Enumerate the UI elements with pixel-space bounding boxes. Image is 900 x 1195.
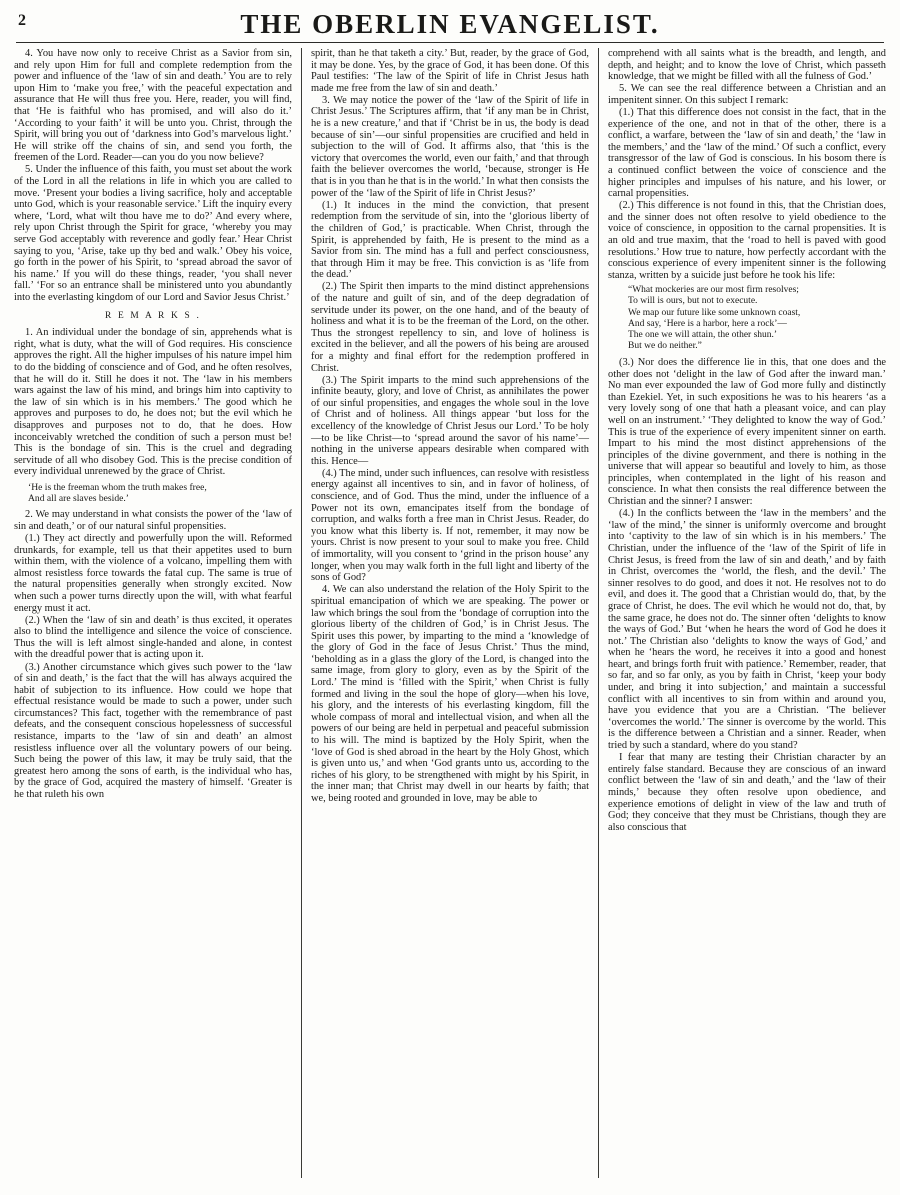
section-heading: R E M A R K S .: [104, 310, 202, 321]
quote-line: “What mockeries are our most firm resolves;: [628, 285, 799, 296]
paragraph: (4.) The mind, under such influences, can resolve with resistless energy against all incentives to sin, and in favor of holiness, of conscience, and of God. Thus the mind, under the influence of a Power not its own, emancipates itself from the bondage of corruption, and walks forth a free man in Christ Jesus. Reader, do you know what this liberty is. If not, remember, it may now be yours. Christ is now present to your soul to make you free. Child of immortality, will you consent to ‘grind in the prison house’ any longer, when you may walk forth in the full light and liberty of the sons of God?: [311, 467, 589, 584]
paragraph: (4.) In the conflicts between the ‘law in the members’ and the ‘law of the mind,’ the sinner is uniformly overcome and brought into ‘captivity to the law of sin which is in his members.’ The Christian, under the influence of the ‘law of the Spirit of life in Christ Jesus, is freed from the law of sin and death,’ and by faith in Christ, overcomes the ‘world, the flesh, and the devil.’ The sinner resolves to do good, and does it not. He resolves not to do evil, and does it. The good that a Christian would do, that, by the grace of Christ, he does. The evil which he would not do, that, by the same grace, he does not do. The sinner often ‘delights to know the ways of God.’ But ‘when he hears the word of God he does it not.’ The Christian also ‘delights to know the ways of God,’ and when he ‘hears the word, he receives it into a good and honest heart, and brings forth fruit with patience.’ Remember, reader, that so far, and so far only, as you by faith in Christ, ‘keep your body under, and bring it into subjection,’ and maintain a successful conflict with all incentives to sin from within and around you, have you evidence that you are a Christian. ‘The believer ‘overcomes the world.’ The sinner is overcome by the world. This is the difference between a Christian and a sinner. Reader, when tried by such a standard, where do you stand?: [608, 508, 886, 752]
column-divider-1: [301, 48, 302, 1178]
paragraph: I fear that many are testing their Christian character by an entirely false standard. Because they are conscious of an inward conflict between the ‘law of sin and death,’ and the ‘law of their minds,’ because they often resolve upon obedience, and experience emotions of delight in view of the law and truth of God; they conceive that they must be Christians, though they are also conscious that: [608, 752, 886, 833]
masthead-rule: [16, 42, 884, 43]
paragraph: (1.) They act directly and powerfully upon the will. Reformed drunkards, for example, tell us that their appetites used to burn within them, with the violence of a volcano, impelling them with almost resistless force towards the fatal cup. The same is true of the natural propensities generally when strongly excited. Now when such a power turns directly upon the will, with what fearful energy must it act.: [14, 532, 292, 614]
paragraph: 3. We may notice the power of the ‘law of the Spirit of life in Christ Jesus.’ The Scriptures affirm, that ‘if any man be in Christ, he is a new creature,’ and that if ‘Christ be in us, the body is dead because of sin’—our sinful propensities are crucified and held in subjection to the will of God. It affirms also, that ‘this is the victory that overcomes the world, even our faith,’ and that through faith the believer overcomes the world, ‘because, stronger is He that is in you than he that is in the world.’ In what then consists the power of the ‘law of the Spirit of life in Christ Jesus?’: [311, 94, 589, 199]
paragraph: (1.) It induces in the mind the conviction, that present redemption from the servitude of sin, into the ‘glorious liberty of the children of God,’ is practicable. When Christ, through the Spirit, is apprehended by faith, He is present to the mind as a Savior from sin. The mind has a full and perfect consciousness, that through Him it may be free. This conviction is as ‘life from the dead.’: [311, 199, 589, 281]
publication-title: THE OBERLIN EVANGELIST.: [240, 9, 660, 39]
paragraph: (2.) When the ‘law of sin and death’ is thus excited, it operates also to blind the intelligence and silence the voice of conscience. Thus the will is left almost single-handed and alone, in contest with the dreadful power that is acting upon it.: [14, 614, 292, 661]
paragraph: (1.) That this difference does not consist in the fact, that in the experience of the one, and not in that of the other, there is a conflict, a warfare, between the ‘law of sin and death,’ the ‘law in the members,’ and the ‘law of the mind.’ Of such a conflict, every transgressor of the law of God is conscious. In his bosom there is a continued conflict between the voice of conscience and the higher principles and impulses of his nature, and his lower, or carnal propensities.: [608, 106, 886, 200]
page-number: 2: [18, 12, 26, 29]
paragraph: (3.) The Spirit imparts to the mind such apprehensions of the infinite beauty, glory, and love of Christ, as annihilates the power of our sinful propensities, and engages the whole soul in the love of Christ and of holiness. All things appear ‘but loss for the excellency of the knowledge of Christ Jesus our Lord.’ To be holy—to be like Christ—to ‘spread around the savor of his name’—nothing in the universe appears desirable when compared with this. Hence—: [311, 374, 589, 467]
quote-line: The one we will attain, the other shun.’: [628, 329, 778, 340]
paragraph: (2.) The Spirit then imparts to the mind distinct apprehensions of the nature and guilt of sin, and of the deep degradation of servitude under its power, on the one hand, and of the beauty of holiness and what it is to be the freeman of the Lord, on the other. Thus the strongest repellency to sin, and love of holiness is excited in the believer, and all the powers of his being are aroused for a mighty and final effort for the redemption proffered in Christ.: [311, 281, 589, 374]
paragraph: 4. You have now only to receive Christ as a Savior from sin, and rely upon Him for full and complete redemption from the power and influence of the ‘law of sin and death.’ You are to rely upon Him to ‘make you free,’ with the peaceful expectation and assurance that He will thus free you. Here, reader, you will find, that ‘He is faithful who has promised, and will also do it.’ ‘According to your faith’ it will be unto you. Christ, through the Spirit, will bring you out of ‘darkness into God’s marvelous light.’ He will strike off the chains of sin, and send you forth, the freemen of the Lord. Reader—can you do you now believe?: [14, 48, 292, 164]
paragraph: 5. We can see the real difference between a Christian and an impenitent sinner. On this subject I remark:: [608, 83, 886, 106]
verse-quote: [14, 482, 292, 504]
quote-line: To will is ours, but not to execute.: [628, 296, 758, 307]
quote-line: And all are slaves beside.’: [28, 493, 129, 505]
quote-line: ‘He is the freeman whom the truth makes free,: [28, 481, 207, 493]
article-columns: [14, 48, 886, 1178]
paragraph: 2. We may understand in what consists the power of the ‘law of sin and death,’ or of our natural sinful propensities.: [14, 509, 292, 532]
quote-line: And say, ‘Here is a harbor, here a rock’—: [628, 318, 787, 329]
masthead: [14, 10, 886, 40]
paragraph: (3.) Nor does the difference lie in this, that one does and the other does not ‘delight in the law of God after the inward man.’ No man ever expounded the law of God more fully and distinctly than Ezekiel. Yet, in such expositions he was to his hearers ‘as a very lovely song of one that hath a pleasant voice, and can play well on an instrument.’ ‘They delighted to know the way of God.’ This is true of the experience of every impenitent sinner on earth. Impart to his mind the most distinct apprehensions of the principles of the divine government, and there is nothing in the universe that will appear so beautiful and lovely to him, as those principles, when contemplated in the light of his reason and conscience. In what then consists the real difference between the Christian and the sinner? I answer:: [608, 356, 886, 508]
paragraph: comprehend with all saints what is the breadth, and length, and depth, and height; and to know the love of Christ, which passeth knowledge, that we might be filled with all the fulness of God.’: [608, 48, 886, 83]
paragraph: (3.) Another circumstance which gives such power to the ‘law of sin and death,’ is the fact that the will has always acquired the habit of subjection to its influence. How could we hope that effectual resistance would be made to such a power, under such circumstances? This fact, together with the remembrance of past defeats, and the consequent conscious hopelessness of successful resistance, imparts to the ‘law of sin and death’ an almost resistless influence over all the voluntary powers of our being. Such being the power of this law, it may be truly said, that the greatest hero among the sons of earth, is the individual who has, by the grace of God, acquired the mastery of himself. ‘Greater is he that ruleth his own: [14, 661, 292, 801]
paragraph: spirit, than he that taketh a city.’ But, reader, by the grace of God, it may be done. Yes, by the grace of God, it has been done. Of this Paul testifies: ‘The law of the Spirit of life in Christ Jesus hath made me free from the law of sin and death.’: [311, 48, 589, 94]
text-column-2: [311, 48, 589, 1178]
column-divider-2: [598, 48, 599, 1178]
paragraph: 1. An individual under the bondage of sin, apprehends what is right, what is duty, what the will of God requires. His conscience approves the right. All the higher impulses of his nature impel him to do the bidding of conscience and of God, and he often resolves, that he will do it. Still he does it not. The ‘law in his members wars against the law of his mind, and brings him into captivity to the law of sin which is in his members.’ The good which he approves and purposes to do, he does not; but the evil which he disapproves and purposes not to do, that he does. How inconceivably wretched the condition of such a person must be! This is the bondage of sin. This is the cruel and degrading servitude of all who disobey God. This is the precise condition of every individual unrenewed by the grace of Christ.: [14, 327, 292, 478]
paragraph: 4. We can also understand the relation of the Holy Spirit to the spiritual emancipation of which we are speaking. The power or law which brings the soul from the ‘bondage of corruption into the glorious liberty of the children of God,’ is in Christ Jesus. The Spirit uses this power, by imparting to the mind a ‘knowledge of the glory of God in the face of Jesus Christ.’ Thus the mind, ‘beholding as in a glass the glory of the Lord, is changed into the same image, from glory to glory, even as by the Spirit of the Lord.’ The mind is ‘filled with the Spirit,’ when Christ is fully formed and living in the soul the hope of glory—when his love, his glory, and the interests of his everlasting kingdom, fill the whole compass of moral and intellectual vision, and when all the powers of our being are held in perpetual and peaceful submission to his will. The mind is baptized by the Holy Spirit, when the ‘love of God is shed abroad in the heart by the Holy Ghost, which is given unto us,’ and when ‘God grants unto us, according to the riches of his glory, to be strengthened with might by his Spirit, in the inner man; that Christ may dwell in our hearts by faith; that we, being rooted and grounded in love, may be able to: [311, 584, 589, 804]
paragraph: (2.) This difference is not found in this, that the Christian does, and the sinner does not often resolve to yield obedience to the voice of conscience, in opposition to the carnal propensities. It is an old and true maxim, that the ‘road to hell is paved with good resolutions.’ How true to nature, how perfectly accordant with the conscious experience of every impenitent sinner is the following stanza, written by a suicide just before he took his life:: [608, 200, 886, 281]
paragraph: 5. Under the influence of this faith, you must set about the work of the Lord in all the relations in life in which you are called to move. ‘Present your bodies a living sacrifice, holy and acceptable unto God, which is your reasonable service.’ Lift the inquiry every where, ‘Lord, what wilt thou have me to do?’ And every where, rely upon Christ through the Spirit for grace, ‘whereby you may serve God acceptably with reverence and godly fear.’ Hear Christ saying to you, ‘Arise, take up thy bed and walk.’ Obey his voice, go forth in the power of his Spirit, to ‘spread abroad the savor of his name.’ If you will do these things, reader, ‘you shall never fall.’ ‘For so an entrance shall be ministered unto you abundantly into the everlasting kingdom of our Lord and Savior Jesus Christ.’: [14, 164, 292, 303]
text-column-3: [608, 48, 886, 1178]
quote-line: We map our future like some unknown coast,: [628, 307, 801, 318]
quote-line: But we do neither.”: [628, 340, 702, 351]
poem-quote: [608, 285, 886, 352]
text-column-1: [14, 48, 292, 1178]
